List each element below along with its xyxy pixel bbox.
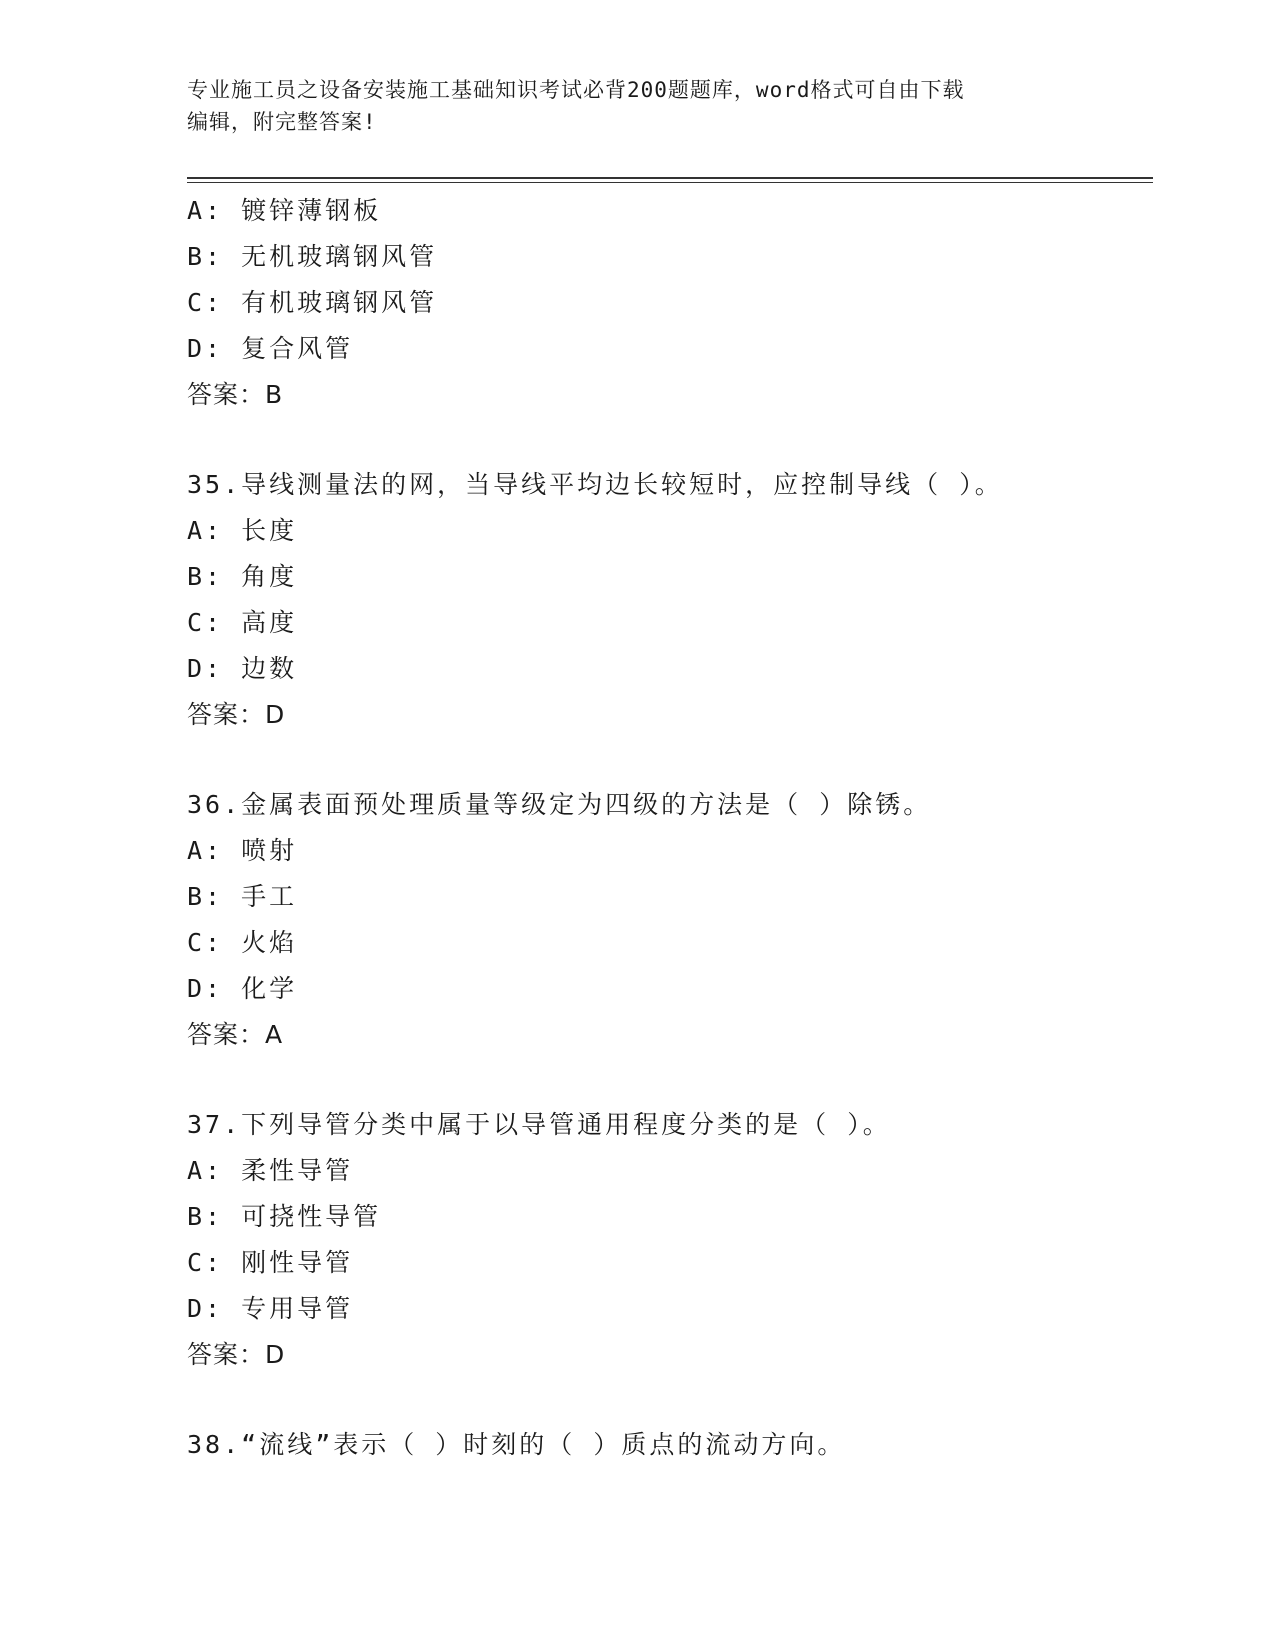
option-b: B: 无机玻璃钢风管 bbox=[187, 242, 438, 271]
option-d: D: 边数 bbox=[187, 654, 298, 683]
option-d: D: 专用导管 bbox=[187, 1294, 354, 1323]
question-text: 36.金属表面预处理质量等级定为四级的方法是（ ）除锈。 bbox=[187, 790, 932, 819]
spacer bbox=[187, 1378, 1147, 1422]
option-a: A: 喷射 bbox=[187, 836, 298, 865]
answer-line: 答案：D bbox=[187, 700, 286, 729]
spacer bbox=[187, 1058, 1147, 1102]
option-c: C: 刚性导管 bbox=[187, 1248, 354, 1277]
question-block-36 bbox=[187, 782, 1147, 1058]
header-divider-thin bbox=[187, 182, 1153, 183]
option-c: C: 火焰 bbox=[187, 928, 298, 957]
question-list bbox=[187, 188, 1147, 1468]
question-block-38 bbox=[187, 1422, 1147, 1468]
header-divider-thick bbox=[187, 177, 1153, 179]
option-a: A: 长度 bbox=[187, 516, 298, 545]
spacer bbox=[187, 738, 1147, 782]
option-d: D: 化学 bbox=[187, 974, 298, 1003]
question-text: 35.导线测量法的网，当导线平均边长较短时，应控制导线（ ）。 bbox=[187, 470, 1003, 499]
question-text: 37.下列导管分类中属于以导管通用程度分类的是（ ）。 bbox=[187, 1110, 891, 1139]
option-b: B: 角度 bbox=[187, 562, 298, 591]
question-block-35 bbox=[187, 462, 1147, 738]
question-block-34 bbox=[187, 188, 1147, 418]
header-title-line-1: 专业施工员之设备安装施工基础知识考试必背200题题库，word格式可自由下载 bbox=[187, 78, 965, 102]
option-c: C: 高度 bbox=[187, 608, 298, 637]
option-b: B: 可挠性导管 bbox=[187, 1202, 382, 1231]
document-header bbox=[187, 74, 1087, 138]
option-d: D: 复合风管 bbox=[187, 334, 354, 363]
header-title-line-2: 编辑，附完整答案! bbox=[187, 110, 377, 134]
option-b: B: 手工 bbox=[187, 882, 298, 911]
answer-line: 答案：B bbox=[187, 380, 284, 409]
spacer bbox=[187, 418, 1147, 462]
option-a: A: 镀锌薄钢板 bbox=[187, 196, 382, 225]
option-c: C: 有机玻璃钢风管 bbox=[187, 288, 438, 317]
answer-line: 答案：A bbox=[187, 1020, 284, 1049]
option-a: A: 柔性导管 bbox=[187, 1156, 354, 1185]
answer-line: 答案：D bbox=[187, 1340, 286, 1369]
question-text: 38.“流线”表示（ ）时刻的（ ）质点的流动方向。 bbox=[187, 1430, 846, 1459]
question-block-37 bbox=[187, 1102, 1147, 1378]
